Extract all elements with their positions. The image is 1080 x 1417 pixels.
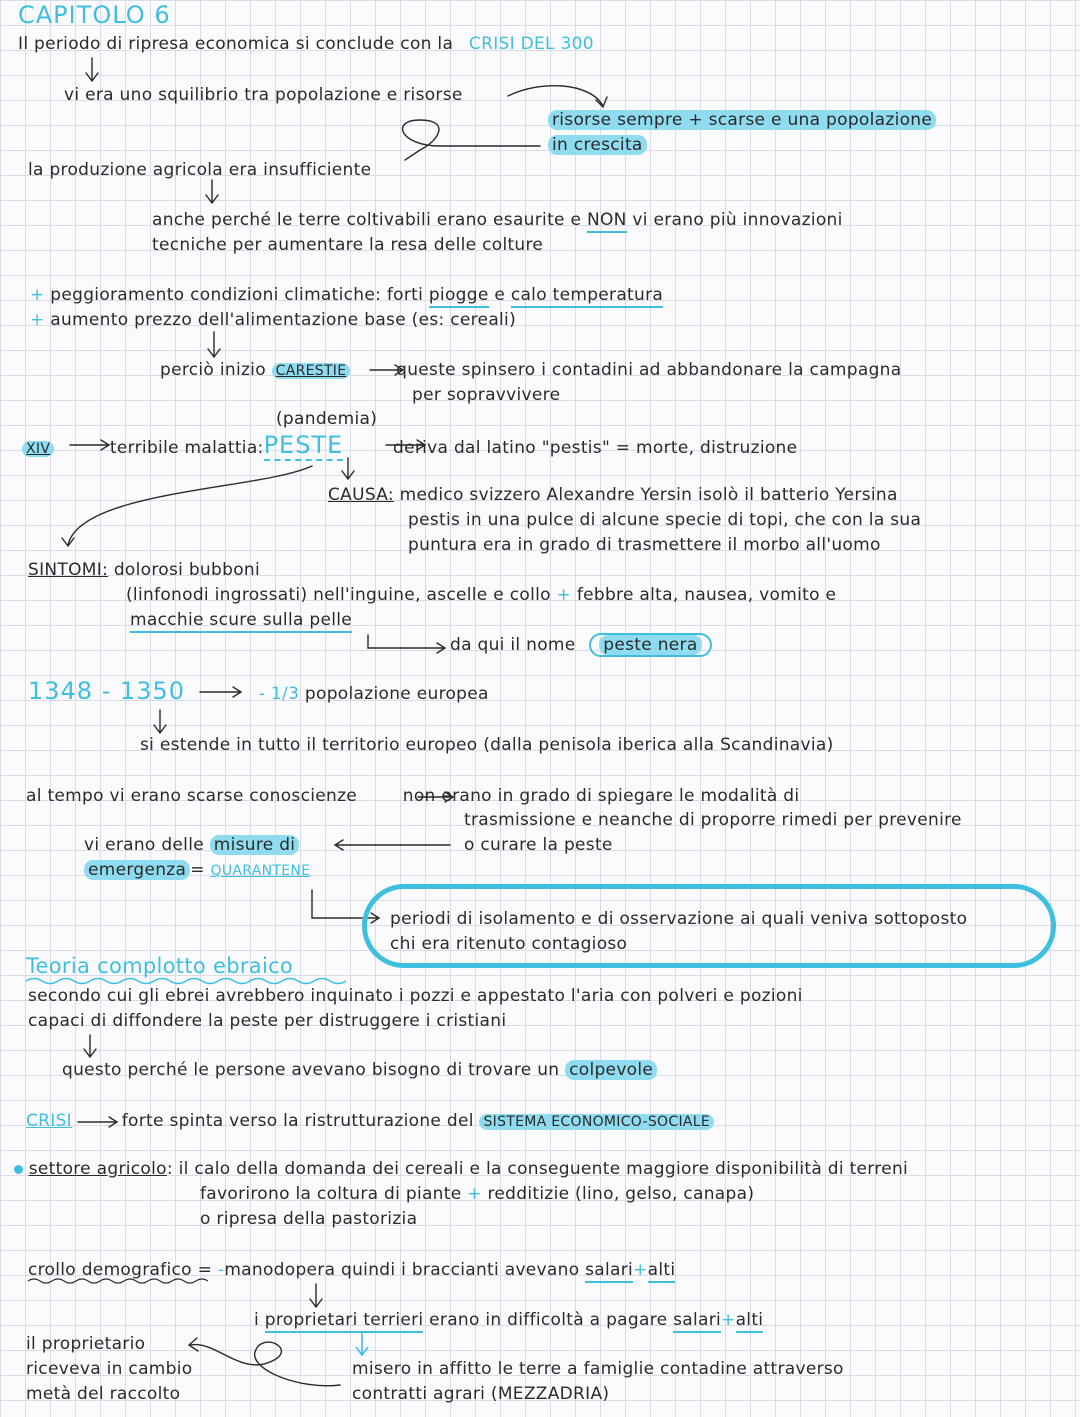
nome-text: da qui il nome bbox=[450, 635, 576, 655]
misure-highlight: misure di bbox=[210, 835, 300, 855]
crollo-equals: = bbox=[197, 1260, 213, 1280]
sintomi-line-2 bbox=[126, 584, 836, 606]
e-word: e bbox=[494, 285, 506, 305]
scarse-line-1 bbox=[26, 785, 799, 807]
proprietari-line bbox=[254, 1309, 763, 1331]
misure-line-2 bbox=[84, 859, 310, 882]
quarantene-word: QUARANTENE bbox=[210, 863, 311, 879]
crollo-line bbox=[28, 1259, 675, 1281]
risorse-highlight: risorse sempre + scarse e una popolazione bbox=[548, 110, 936, 130]
popolazione-text: popolazione europea bbox=[304, 684, 489, 704]
causa-label: CAUSA: bbox=[328, 485, 394, 505]
settore-line-2 bbox=[200, 1183, 754, 1205]
intro-text: Il periodo di ripresa economica si conclude con la bbox=[18, 34, 454, 54]
misure-pre: vi erano delle bbox=[84, 835, 204, 855]
causa-line-3: puntura era in grado di trasmettere il morbo all'uomo bbox=[408, 535, 881, 555]
crollo-label: crollo demografico bbox=[28, 1260, 192, 1280]
misero-line-2: contratti agrari (MEZZADRIA) bbox=[352, 1384, 610, 1404]
causa-line-1 bbox=[328, 484, 898, 506]
contadini-text: queste spinsero i contadini ad abbandonare la campagna bbox=[396, 360, 902, 380]
peste-nera-line bbox=[450, 634, 712, 656]
proprietario-line-1: il proprietario bbox=[26, 1334, 146, 1354]
settore-line-1 bbox=[14, 1158, 908, 1180]
pestis-text: deriva dal latino "pestis" = morte, distruzione bbox=[393, 438, 798, 458]
salari-word-1: salari bbox=[585, 1260, 633, 1283]
anche-line-2: tecniche per aumentare la resa delle colture bbox=[152, 235, 544, 255]
minus-sign: - bbox=[217, 1260, 225, 1280]
plus-sign-6: + bbox=[721, 1310, 736, 1330]
risorse-line-1 bbox=[548, 109, 936, 131]
teoria-line-2: capaci di diffondere la peste per distruggere i cristiani bbox=[28, 1011, 507, 1031]
piogge-word: piogge bbox=[429, 285, 489, 308]
alti-word-1: alti bbox=[648, 1260, 676, 1283]
periodi-line-1: periodi di isolamento e di osservazione ai quali veniva sottoposto bbox=[390, 909, 968, 929]
alti-word-2: alti bbox=[736, 1310, 764, 1333]
fraction: - 1/3 bbox=[258, 684, 300, 704]
peste-nera-highlight: peste nera bbox=[599, 635, 701, 655]
xiv-century: XIV bbox=[22, 441, 54, 457]
scarse-line-3: o curare la peste bbox=[464, 835, 613, 855]
years-range: 1348 - 1350 bbox=[28, 677, 186, 705]
squilibrio-line: vi era uno squilibrio tra popolazione e risorse bbox=[64, 85, 463, 105]
manodopera-text: manodopera quindi i braccianti avevano bbox=[224, 1260, 580, 1280]
colpevole-highlight: colpevole bbox=[565, 1060, 657, 1080]
i-word: i bbox=[254, 1310, 260, 1330]
spinta-text: forte spinta verso la ristrutturazione del bbox=[121, 1111, 474, 1131]
salari-word-2: salari bbox=[673, 1310, 721, 1333]
page-title: CAPITOLO 6 bbox=[18, 1, 171, 29]
plus-sign-5: + bbox=[633, 1260, 648, 1280]
redditizie-text: redditizie (lino, gelso, canapa) bbox=[487, 1184, 755, 1204]
domanda-text: : il calo della domanda dei cereali e la conseguente maggiore disponibilità di terreni bbox=[166, 1159, 909, 1179]
clima-text: peggioramento condizioni climatiche: forti bbox=[50, 285, 424, 305]
teoria-title: Teoria complotto ebraico bbox=[26, 954, 294, 978]
equals: = bbox=[190, 860, 205, 880]
anche-line-1 bbox=[152, 209, 843, 231]
intro-line bbox=[18, 33, 594, 55]
risorse-line-2 bbox=[548, 134, 647, 156]
emergenza-highlight: emergenza bbox=[84, 860, 190, 880]
bubboni-text: dolorosi bubboni bbox=[113, 560, 260, 580]
prezzo-text: aumento prezzo dell'alimentazione base (es: cereali) bbox=[50, 310, 517, 330]
produzione-line: la produzione agricola era insufficiente bbox=[28, 160, 372, 180]
plus-line-2 bbox=[30, 309, 516, 331]
anche-text: anche perché le terre coltivabili erano esaurite e bbox=[152, 210, 582, 230]
date-line bbox=[28, 677, 489, 705]
peste-line bbox=[22, 431, 798, 460]
linfonodi-text: (linfonodi ingrossati) nell'inguine, ascelle e collo bbox=[126, 585, 551, 605]
crisi-line bbox=[26, 1110, 714, 1133]
sintomi-line-3 bbox=[130, 609, 352, 631]
calo-temperatura: calo temperatura bbox=[511, 285, 663, 308]
yersin-text: medico svizzero Alexandre Yersin isolò il batterio Yersina bbox=[399, 485, 898, 505]
scarse-line-2: trasmissione e neanche di proporre rimedi per prevenire bbox=[464, 810, 962, 830]
misero-line-1: misero in affitto le terre a famiglie contadine attraverso bbox=[352, 1359, 844, 1379]
innovazioni-text: vi erano più innovazioni bbox=[632, 210, 843, 230]
crescita-highlight: in crescita bbox=[548, 135, 647, 155]
proprietario-line-2: riceveva in cambio bbox=[26, 1359, 193, 1379]
periodi-line-2: chi era ritenuto contagioso bbox=[390, 934, 628, 954]
carestie-highlight: CARESTIE bbox=[272, 363, 351, 379]
settore-label: settore agricolo bbox=[28, 1159, 167, 1179]
crisi-label: CRISI bbox=[26, 1111, 73, 1131]
sintomi-line-1 bbox=[28, 559, 260, 581]
proprietari-terrieri: proprietari terrieri bbox=[265, 1310, 424, 1333]
percio-text: perciò inizio bbox=[160, 360, 266, 380]
plus-sign-3: + bbox=[556, 585, 572, 605]
coltura-text: favorirono la coltura di piante bbox=[200, 1184, 462, 1204]
settore-line-3: o ripresa della pastorizia bbox=[200, 1209, 418, 1229]
macchie-text: macchie scure sulla pelle bbox=[130, 610, 352, 633]
misure-line-1 bbox=[84, 834, 299, 856]
spiegare-text: non erano in grado di spiegare le modalità di bbox=[402, 786, 800, 806]
proprietario-line-3: metà del raccolto bbox=[26, 1384, 181, 1404]
bisogno-text: questo perché le persone avevano bisogno di trovare un bbox=[62, 1060, 560, 1080]
sintomi-label: SINTOMI: bbox=[28, 560, 109, 580]
peste-word: PESTE bbox=[263, 431, 344, 459]
non-word: NON bbox=[587, 210, 627, 233]
carestie-line bbox=[160, 359, 901, 382]
sistema-highlight: SISTEMA ECONOMICO-SOCIALE bbox=[479, 1114, 714, 1130]
plus-sign-4: + bbox=[467, 1184, 482, 1204]
crisi-300: CRISI DEL 300 bbox=[468, 34, 594, 54]
difficolta-text: erano in difficoltà a pagare bbox=[429, 1310, 668, 1330]
bullet-dot bbox=[14, 1165, 23, 1174]
plus-sign-1: + bbox=[30, 285, 45, 305]
pandemia-label: (pandemia) bbox=[276, 409, 378, 429]
teoria-line-3 bbox=[62, 1059, 657, 1081]
estende-line: si estende in tutto il territorio europeo (dalla penisola iberica alla Scandinavia) bbox=[140, 735, 834, 755]
febbre-text: febbre alta, nausea, vomito e bbox=[576, 585, 837, 605]
plus-sign-2: + bbox=[30, 310, 45, 330]
malattia-text: terribile malattia: bbox=[109, 438, 264, 458]
causa-line-2: pestis in una pulce di alcune specie di topi, che con la sua bbox=[408, 510, 922, 530]
conoscenze-text: al tempo vi erano scarse conoscienze bbox=[26, 786, 358, 806]
sopravvivere-line: per sopravvivere bbox=[412, 385, 561, 405]
teoria-line-1: secondo cui gli ebrei avrebbero inquinato i pozzi e appestato l'aria con polveri e pozioni bbox=[28, 986, 803, 1006]
plus-line-1 bbox=[30, 284, 663, 306]
